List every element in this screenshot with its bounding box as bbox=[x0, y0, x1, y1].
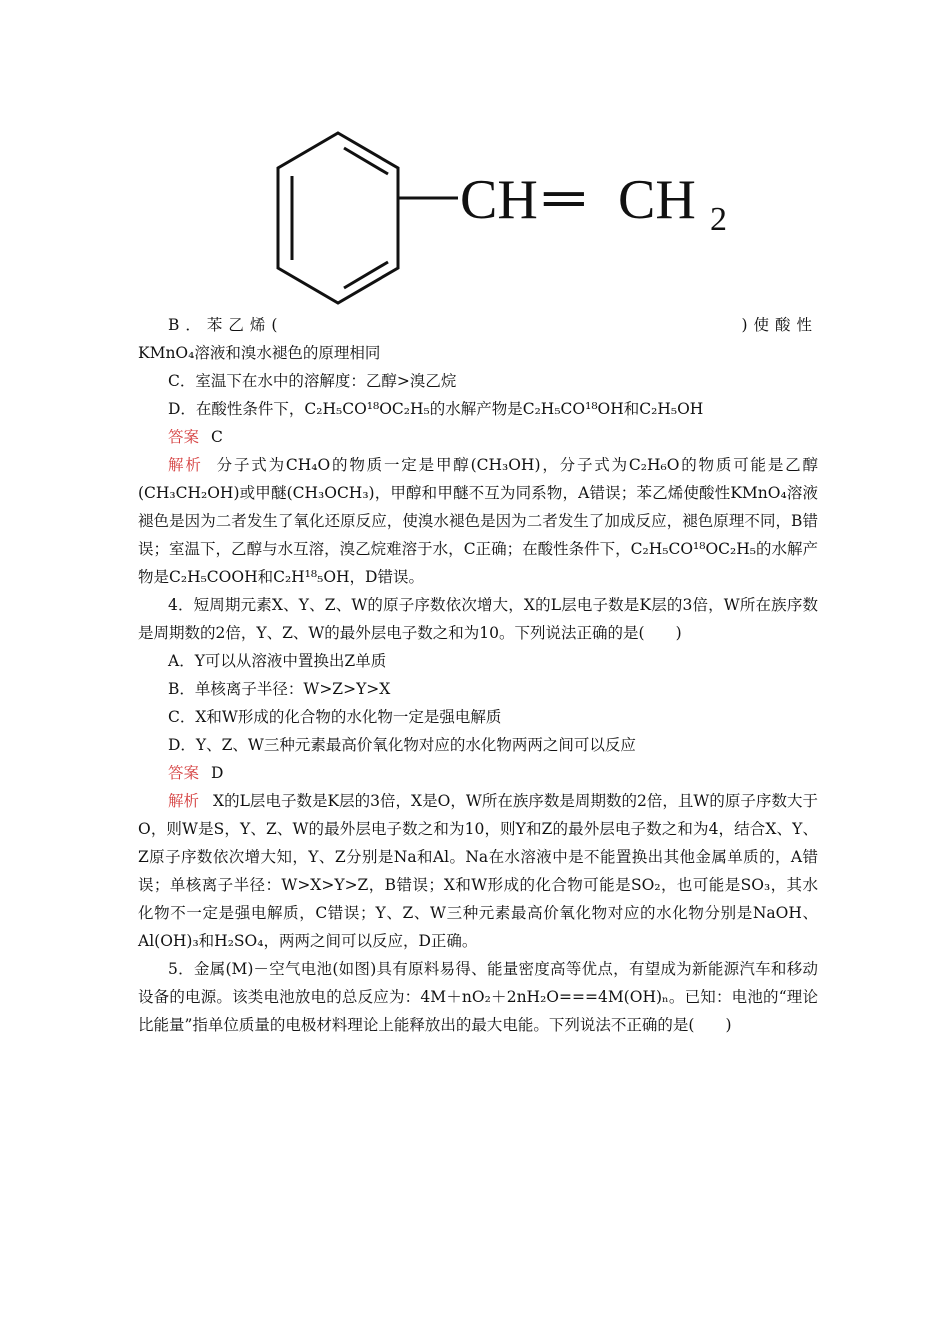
q4-option-d: D．Y、Z、W三种元素最高价氧化物对应的水化物两两之间可以反应 bbox=[168, 736, 636, 754]
styrene-structure bbox=[268, 118, 738, 333]
q3-option-d: D．在酸性条件下，C₂H₅CO¹⁸OC₂H₅的水解产物是C₂H₅CO¹⁸OH和C₂H₅OH bbox=[168, 400, 704, 418]
answer-value: C bbox=[211, 428, 223, 446]
q4-option-c: C．X和W形成的化合物的水化物一定是强电解质 bbox=[168, 708, 502, 726]
q4-stem: 4．短周期元素X、Y、Z、W的原子序数依次增大，X的L层电子数是K层的3倍，W所在族序数是周期数的2倍，Y、Z、W的最外层电子数之和为10。下列说法正确的是( ) bbox=[138, 596, 818, 642]
analysis-text: X的L层电子数是K层的3倍，X是O，W所在族序数是周期数的2倍，且W的原子序数大于O，则W是S，Y、Z、W的最外层电子数之和为10，则Y和Z的最外层电子数之和为4，结合X、Y、Z原子序数依次增大知，Y、Z分别是Na和Al。Na在水溶液中是不能置换出其他金属单质的，A错误；单核离子半径：W>X>Y>Z，B错误；X和W形成的化合物可能是SO₂，也可能是SO₃，其水化物不一定是强电解质，C错误；Y、Z、W三种元素最高价氧化物对应的水化物分别是NaOH、Al(OH)₃和H₂SO₄，两两之间可以反应，D正确。 bbox=[138, 792, 818, 950]
ch-group-right: CH bbox=[618, 169, 696, 231]
analysis-text: 分子式为CH₄O的物质一定是甲醇(CH₃OH)，分子式为C₂H₆O的物质可能是乙醇(CH₃CH₂OH)或甲醚(CH₃OCH₃)，甲醇和甲醚不互为同系物，A错误；苯乙烯使酸性KMnO₄溶液褪色是因为二者发生了氧化还原反应，使溴水褪色是因为二者发生了加成反应，褪色原理不同，B错误；室温下，乙醇与水互溶，溴乙烷难溶于水，C正确；在酸性条件下，C₂H₅CO¹⁸OC₂H₅的水解产物是C₂H₅COOH和C₂H¹⁸₅OH，D错误。 bbox=[138, 456, 818, 586]
q3-answer bbox=[168, 423, 818, 451]
q3-option-c: C．室温下在水中的溶解度：乙醇>溴乙烷 bbox=[168, 372, 457, 390]
subscript-2: 2 bbox=[710, 201, 727, 238]
q3-analysis bbox=[138, 451, 818, 591]
q3-option-b bbox=[168, 311, 818, 339]
analysis-label: 解析 bbox=[168, 456, 203, 474]
ch-group-left: CH bbox=[460, 169, 538, 231]
benzene-ring bbox=[278, 133, 458, 303]
q3-option-b-suffix: )使酸性 bbox=[741, 316, 818, 334]
q4-option-a: A．Y可以从溶液中置换出Z单质 bbox=[168, 652, 387, 670]
q4-option-b: B．单核离子半径：W>Z>Y>X bbox=[168, 680, 391, 698]
q4-answer bbox=[168, 759, 818, 787]
q3-option-b-prefix: B．苯乙烯( bbox=[168, 316, 284, 334]
double-bond: ═ bbox=[544, 167, 584, 229]
answer-value: D bbox=[211, 764, 224, 782]
answer-label: 答案 bbox=[168, 764, 200, 782]
answer-label: 答案 bbox=[168, 428, 200, 446]
q5-stem: 5．金属(M)－空气电池(如图)具有原料易得、能量密度高等优点，有望成为新能源汽车和移动设备的电源。该类电池放电的总反应为：4M＋nO₂＋2nH₂O===4M(OH)ₙ。已知：电池的“理论比能量”指单位质量的电极材料理论上能释放出的最大电能。下列说法不正确的是( ) bbox=[138, 960, 818, 1034]
q4-analysis bbox=[138, 787, 818, 955]
q3-option-b-continued: KMnO₄溶液和溴水褪色的原理相同 bbox=[138, 344, 381, 362]
analysis-label: 解析 bbox=[168, 792, 200, 810]
